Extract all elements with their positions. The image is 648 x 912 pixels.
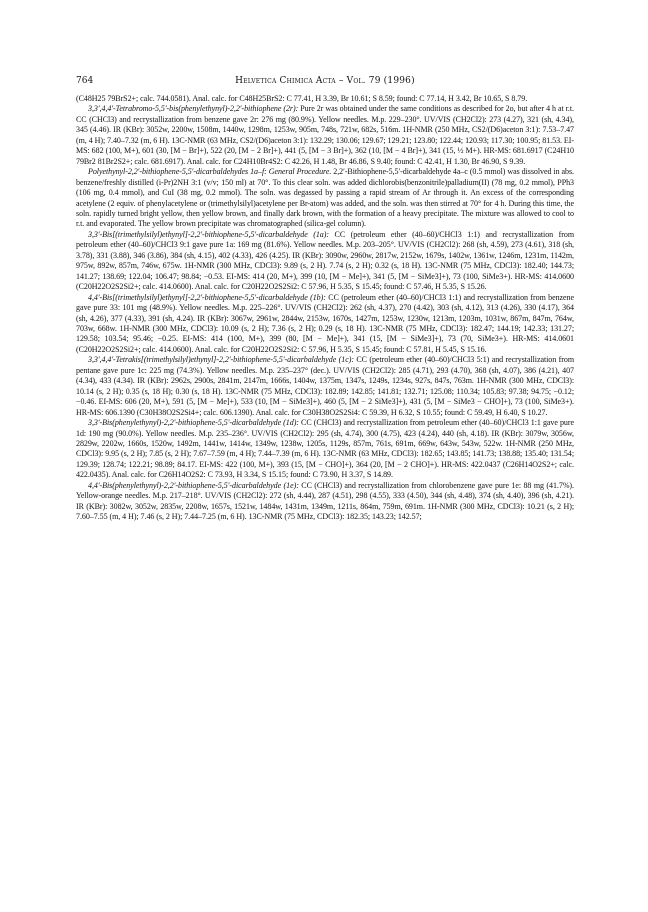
body-text bbox=[76, 94, 574, 523]
compound-title: 4,4′-Bis(phenylethynyl)-2,2′-bithiophene-5,5′-dicarbaldehyde (1e): bbox=[88, 480, 299, 490]
compound-title: 3,3′,4,4′-Tetrakis[(trimethylsilyl)ethynyl]-2,2′-bithiophene-5,5′-dicarbaldehyde (1c): bbox=[88, 355, 354, 365]
paragraph-text: CC (petroleum ether (40–60)/CHCl3 5:1) and recrystallization from pentane gave pure 1c: 225 mg (74.3%). Yellow needles. M.p. 235–237° (dec.). UV/VIS (CH2Cl2): 285 (4.71), 293 (4.70), 368 (sh, 4.07), 386 (4.21), 407 (4.34), 433 (4.34). IR (KBr): 2962s, 2900s, 2841m, 2147m, 1666s, 1404w, 1375m, 1347s, 1249s, 1234s, 927s, 847s, 763m. 1H-NMR (300 MHz, CDCl3): 10.14 (s, 2 H); 0.35 (s, 18 H); 0.30 (s, 18 H). 13C-NMR (75 MHz, CDCl3): 182.89; 142.85; 141.81; 132.71; 125.08; 110.34; 105.83; 97.38; 94.75; −0.12; −0.46. EI-MS: 606 (20, M+), 591 (5, [M − Me]+), 533 (10, [M − SiMe3]+), 460 (5, [M − 2 SiMe3]+), 431 (5, [M − SiMe3 − CHO]+), 73 (100, SiMe3+). HR-MS: 606.1390 (C30H38O2S2Si4+; calc. 606.1390). Anal. calc. for C30H38O2S2Si4: C 59.39, H 6.32, S 10.55; found: C 59.49, H 6.40, S 10.27. bbox=[76, 355, 574, 417]
paragraph-compound-1c bbox=[76, 355, 574, 418]
paragraph-text: CC (petroleum ether (40–60)/CHCl3 1:1) and recrystallization from benzene gave pure 33: 101 mg (48.9%). Yellow needles. M.p. 225–226°. UV/VIS (CH2Cl2): 262 (sh, 4.37), 270 (4.42), 303 (sh, 4.12), 313 (4.26), 330 (4.17), 364 (sh, 4.26), 377 (4.33), 391 (sh, 4.24). IR (KBr): 3067w, 2961w, 2844w, 2153w, 1670s, 1427m, 1253w, 1230w, 1213m, 1203m, 1031w, 867m, 847m, 764w, 703w, 668w. 1H-NMR (300 MHz, CDCl3): 10.09 (s, 2 H); 7.36 (s, 2 H); 0.29 (s, 18 H). 13C-NMR (75 MHz, CDCl3): 182.47; 144.19; 142.33; 131.27; 129.58; 103.54; 95.46; −0.25. EI-MS: 414 (100, M+), 399 (80, [M − Me]+), 341 (15, [M − SiMe3]+), 73 (70, SiMe3+). HR-MS: 414.0601 (C20H22O2S2Si2+; calc. 414.0600). Anal. calc. for C20H22O2S2Si2: C 57.96, H 5.35, S 15.45; found: C 57.81, H 5.45, S 15.16. bbox=[76, 292, 575, 354]
paragraph-compound-1b bbox=[76, 293, 574, 356]
paragraph-compound-1d bbox=[76, 418, 574, 481]
paragraph-general-procedure bbox=[76, 167, 574, 230]
paragraph-text: Pure 2r was obtained under the same conditions as described for 2o, but after 4 h at r.t. CC (CHCl3) and recrystallization from benzene gave 2r: 276 mg (80.9%). Yellow needles. M.p. 229–230°. UV/VIS (CH2Cl2): 273 (4.27), 321 (sh, 4.34), 345 (4.46). IR (KBr): 3052w, 2200w, 1508m, 1440w, 1298m, 1253w, 905m, 748s, 721w, 682s, 516m. 1H-NMR (250 MHz, CS2/(D6)aceton 3:1): 7.53–7.47 (m, 4 H); 7.40–7.32 (m, 6 H). 13C-NMR (63 MHz, CS2/(D6)aceton 3:1): 132.29; 130.06; 129.67; 129.21; 123.80; 122.44; 120.93; 117.30; 100.95; 81.53. EI-MS: 682 (100, M+), 601 (30, [M − Br]+), 522 (20, [M − 2 Br]+), 441 (5, [M − 3 Br]+), 362 (10, [M − 4 Br]+), 341 (15, ½ M+). HR-MS: 681.6917 (C24H10 79Br2 81Br2S2+; calc. 681.6917). Anal. calc. for C24H10Br4S2: C 42.26, H 1.48, Br 46.86, S 9.40; found: C 42.41, H 1.30, Br 46.90, S 9.39. bbox=[76, 104, 574, 166]
paragraph-text: (C48H25 79BrS2+; calc. 744.0581). Anal. calc. for C48H25BrS2: C 77.41, H 3.39, Br 10.61; S 8.59; found: C 77.14, H 3.42, Br 10.65, S 8.79. bbox=[76, 94, 528, 103]
compound-title: 3,3′,4,4′-Tetrabromo-5,5′-bis(phenylethynyl)-2,2′-bithiophene (2r): bbox=[88, 104, 299, 114]
paragraph-text: CC (CHCl3) and recrystallization from petroleum ether (40–60)/CHCl3 1:1 gave pure 1d: 190 mg (90.0%). Yellow needles. M.p. 235–236°. UV/VIS (CH2Cl2): 295 (sh, 4.74), 300 (4.75), 423 (4.24), 440 (sh, 4.18). IR (KBr): 3079w, 3056w, 2829w, 2202w, 1660s, 1520w, 1492m, 1441w, 1414w, 1349w, 1238w, 1205s, 1129s, 857m, 761s, 691m, 669w, 643w, 543w, 522w. 1H-NMR (250 MHz, CDCl3): 9.95 (s, 2 H); 7.85 (s, 2 H); 7.67–7.59 (m, 4 H); 7.44–7.39 (m, 6 H). 13C-NMR (63 MHz, CDCl3): 182.65; 143.85; 141.73; 138.88; 135.40; 131.54; 129.39; 128.74; 122.21; 98.89; 84.17. EI-MS: 422 (100, M+), 393 (15, [M − CHO]+), 364 (20, [M − 2 CHO]+). HR-MS: 422.0437 (C26H14O2S2+; calc. 422.0435). Anal. calc. for C26H14O2S2: C 73.93, H 3.34, S 15.15; found: C 73.90, H 3.37, S 14.89. bbox=[76, 418, 574, 480]
paragraph-continuation bbox=[76, 94, 574, 104]
compound-title: 4,4′-Bis[(trimethylsilyl)ethynyl]-2,2′-bithiophene-5,5′-dicarbaldehyde (1b): bbox=[88, 292, 326, 302]
paragraph-compound-1e bbox=[76, 481, 574, 523]
paragraph-text: 2,2′-Bithiophene-5,5′-dicarbaldehyde 4a–c (0.5 mmol) was dissolved in abs. benzene/freshly distilled (i-Pr)2NH 3:1 (v/v; 150 ml) at 70°. To this clear soln. was added dichlorobis(benzonitrile)palladium(II) (78 mg, 0.2 mmol), PPh3 (106 mg, 0.4 mmol), and CuI (38 mg, 0.2 mmol). The soln. was degassed by passing a rapid stream of Ar through it. An excess of the corresponding acetylene (2 equiv. of phenylacetylene or (trimethylsilyl)acetylene per Br-atom) was added, and the soln. was then stirred at 70° for 4 h. During this time, the soln. rapidly turned bright yellow, then yellow brown, and finally dark brown, with the formation of a heavy precipitate. The mixture was allowed to cool to r.t. and evaporated. The yellow brown precipitate was chromatographed (silica-gel column). bbox=[76, 167, 574, 229]
paragraph-compound-1a bbox=[76, 230, 574, 293]
paragraph-compound-2r bbox=[76, 104, 574, 167]
running-title: Helvetica Chimica Acta – Vol. 79 (1996) bbox=[235, 76, 415, 86]
page-number: 764 bbox=[76, 76, 94, 86]
page-header bbox=[76, 74, 574, 88]
paragraph-text: CC (CHCl3) and recrystallization from chlorobenzene gave pure 1e: 88 mg (41.7%). Yellow-orange needles. M.p. 217–218°. UV/VIS (CH2Cl2): 272 (sh, 4.44), 287 (4.51), 298 (4.55), 333 (4.50), 344 (sh, 4.48), 374 (sh, 4.40), 396 (sh, 4.21). IR (KBr): 3082w, 3052w, 2835w, 2208w, 1657s, 1521w, 1484w, 1431m, 1349m, 1211s, 864m, 759m, 691m. 1H-NMR (300 MHz, CDCl3): 10.21 (s, 2 H); 7.60–7.55 (m, 4 H); 7.46 (s, 2 H); 7.44–7.25 (m, 6 H). 13C-NMR (75 MHz, CDCl3): 182.35; 143.23; 142.57; bbox=[76, 480, 574, 522]
procedure-title: Polyethynyl-2,2′-bithiophene-5,5′-dicarbaldehydes 1a–f: General Procedure. bbox=[88, 167, 332, 177]
compound-title: 3,3′-Bis(phenylethynyl)-2,2′-bithiophene-5,5′-dicarbaldehyde (1d): bbox=[88, 418, 299, 428]
compound-title: 3,3′-Bis[(trimethylsilyl)ethynyl]-2,2′-bithiophene-5,5′-dicarbaldehyde (1a): bbox=[88, 229, 329, 239]
paragraph-text: CC (petroleum ether (40–60)/CHCl3 1:1) and recrystallization from petroleum ether (40–60)/CHCl3 9:1 gave pure 1a: 169 mg (81.6%). Yellow needles. M.p. 203–205°. UV/VIS (CH2Cl2): 268 (sh, 4.59), 273 (4.61), 318 (sh, 3.78), 331 (3.88), 346 (3.86), 384 (sh, 4.15), 402 (4.33), 426 (4.25). IR (KBr): 3090w, 2960w, 2817w, 2152w, 1679s, 1402w, 1361w, 1246m, 1231m, 1142m, 975w, 892w, 857m, 746w, 675w. 1H-NMR (300 MHz, CDCl3): 9.89 (s, 2 H). 7.74 (s, 2 H); 0.32 (s, 18 H). 13C-NMR (75 MHz, CDCl3): 182.40; 144.73; 141.27; 138.69; 122.04; 106.47; 98.84; −0.53. EI-MS: 414 (20, M+), 399 (10, [M − Me]+), 341 (5, [M − SiMe3]+), 73 (100, SiMe3+). HR-MS: 414.0600 (C20H22O2S2Si2+; calc. 414.0600). Anal. calc. for C20H22O2S2Si2: C 57.96, H 5.35, S 15.45; found: C 57.46, H 5.35, S 15.26. bbox=[76, 229, 574, 292]
